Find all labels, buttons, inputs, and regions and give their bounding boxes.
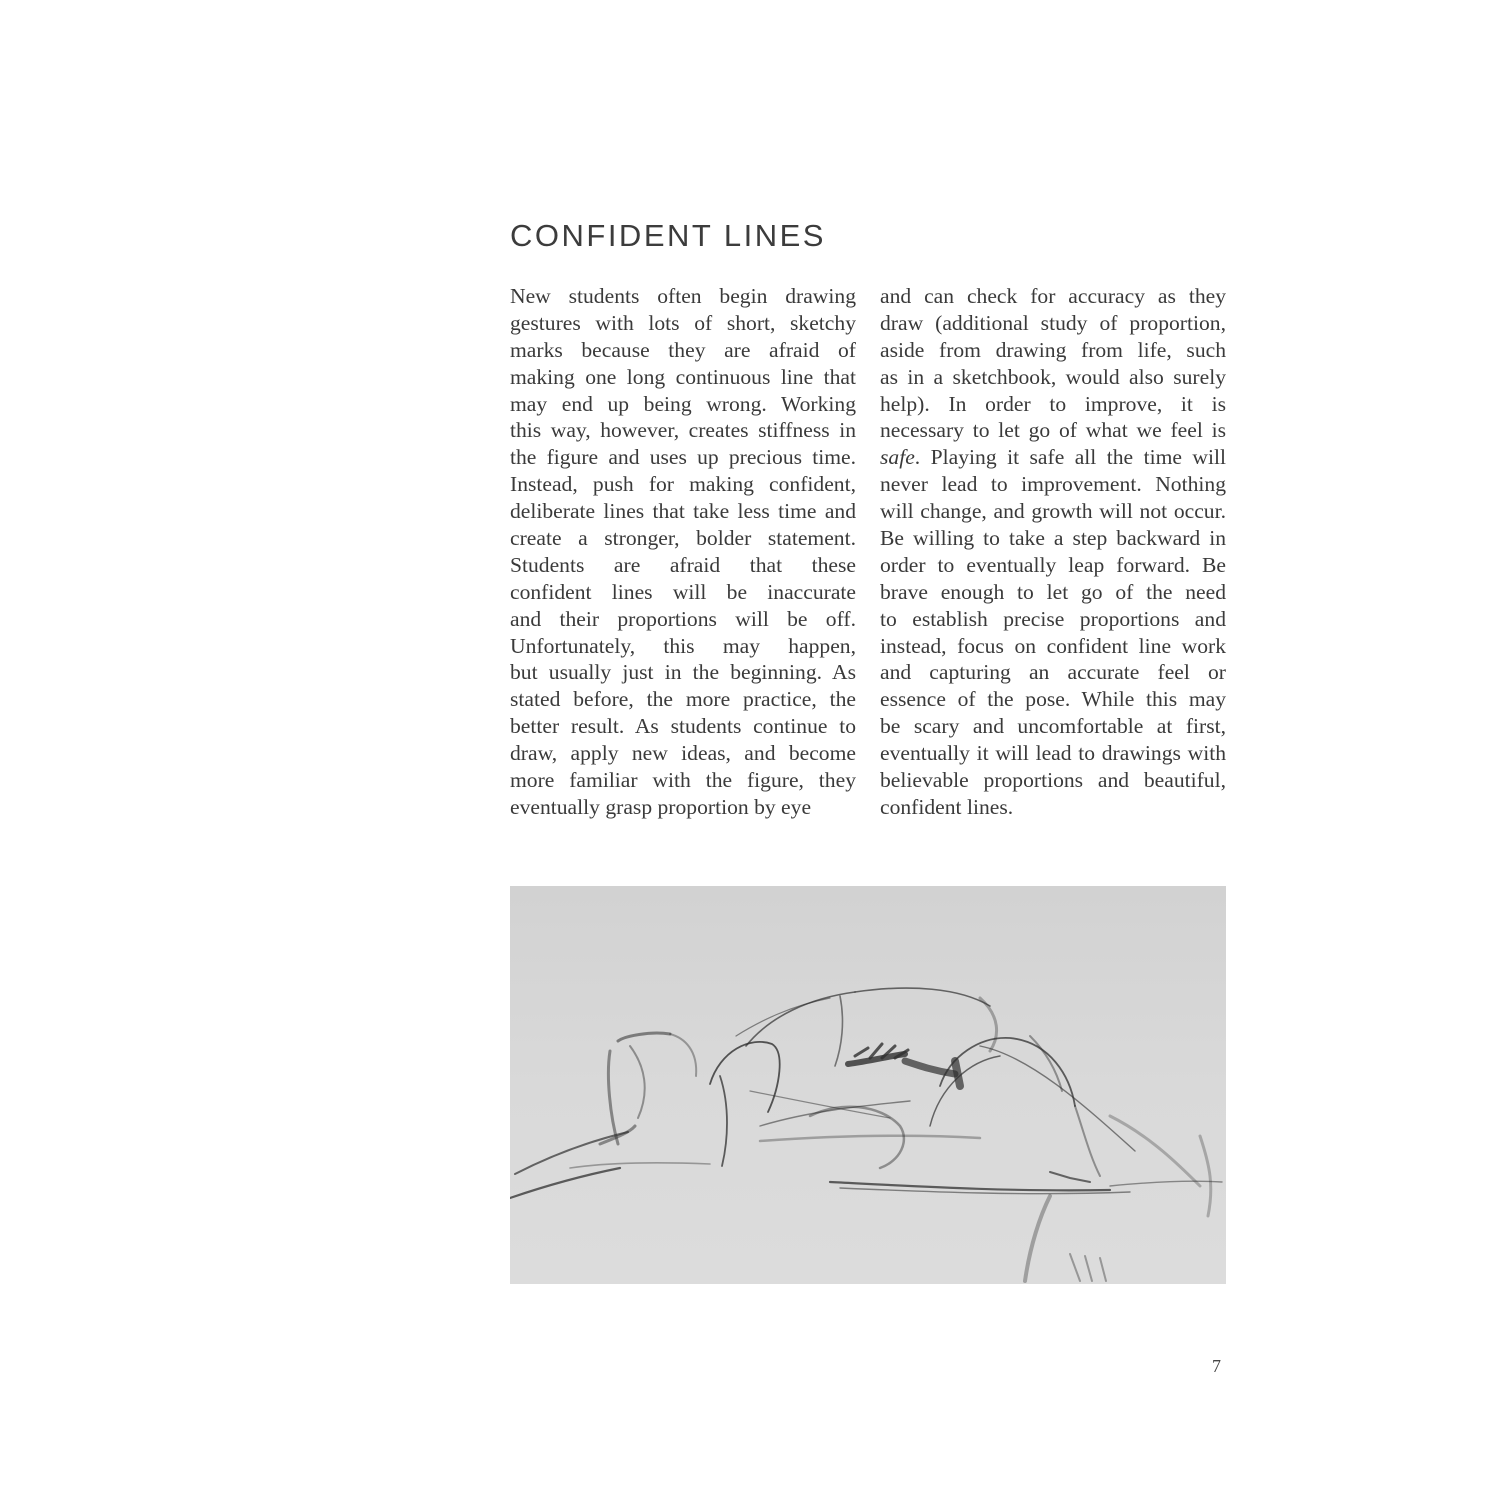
text-line: necessary to let go of what we feel is (880, 418, 1226, 443)
text-line: essence of the pose. While this may (880, 687, 1226, 712)
body-text (510, 283, 1226, 821)
text-line: New students often begin drawing (510, 284, 856, 308)
text-line: eventually grasp proportion by eye (510, 794, 812, 819)
text-line: will change, and growth will not occur. (880, 499, 1226, 524)
text-line: believable proportions and beautiful, (880, 768, 1226, 793)
text-line: confident lines. (880, 794, 1014, 819)
text-line: this way, however, creates stiffness in (510, 418, 856, 443)
text-line: create a stronger, bolder statement. (510, 526, 856, 551)
text-line: aside from drawing from life, such (880, 337, 1226, 362)
text-line: stated before, the more practice, the (510, 687, 856, 712)
text-line: but usually just in the beginning. As (510, 660, 856, 685)
text-line: draw, apply new ideas, and become (510, 741, 856, 766)
text-line: making one long continuous line that (510, 364, 856, 389)
text-line: and capturing an accurate feel or (880, 660, 1226, 685)
text-line: better result. As students continue to (510, 714, 856, 739)
text-line: instead, focus on confident line work (880, 633, 1226, 658)
page-number: 7 (1212, 1356, 1221, 1376)
text-line: more familiar with the figure, they (510, 768, 856, 793)
text-line: confident lines will be inaccurate (510, 579, 856, 604)
text-line: and can check for accuracy as they (880, 284, 1226, 308)
text-line: draw (additional study of proportion, (880, 310, 1226, 335)
text-line: marks because they are afraid of (510, 337, 856, 362)
section-heading: CONFIDENT LINES (510, 218, 826, 253)
text-column-left (510, 283, 856, 821)
text-line: Unfortunately, this may happen, (510, 633, 856, 658)
text-line: Be willing to take a step backward in (880, 526, 1226, 551)
text-line: as in a sketchbook, would also surely (880, 364, 1226, 389)
text-line: deliberate lines that take less time and (510, 499, 856, 524)
text-line: eventually it will lead to drawings with (880, 741, 1226, 766)
line-rest: . Playing it safe all the time will (914, 445, 1226, 470)
text-column-right (880, 283, 1226, 821)
text-line: gestures with lots of short, sketchy (510, 310, 856, 335)
text-line: order to eventually leap forward. Be (880, 552, 1226, 577)
text-line: help). In order to improve, it is (880, 391, 1226, 416)
paper-background (510, 886, 1226, 1284)
text-line: and their proportions will be off. (510, 606, 856, 631)
text-line (880, 444, 1226, 471)
gesture-drawing-image (510, 886, 1226, 1284)
text-line: the figure and uses up precious time. (510, 445, 856, 470)
text-line: Instead, push for making confident, (510, 472, 856, 497)
text-line: never lead to improvement. Nothing (880, 472, 1226, 497)
italic-word: safe (880, 445, 915, 470)
text-line: brave enough to let go of the need (880, 579, 1226, 604)
text-line: may end up being wrong. Working (510, 391, 856, 416)
text-line: Students are afraid that these (510, 552, 856, 577)
text-line: to establish precise proportions and (880, 606, 1226, 631)
text-line: be scary and uncomfortable at first, (880, 714, 1226, 739)
gesture-drawing-figure (510, 886, 1226, 1284)
